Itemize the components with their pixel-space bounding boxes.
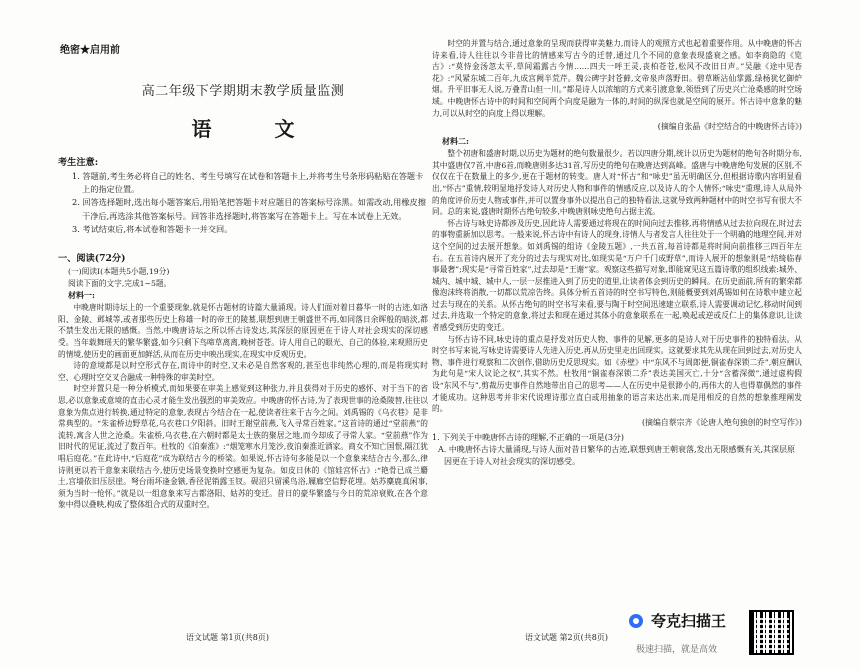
confidential-mark: 绝密★启用前: [60, 45, 120, 56]
notice-item: 3. 考试结束后,将本试卷和答题卡一并交回。: [72, 223, 233, 234]
notice-item: 2. 回答选择题时,选出每小题答案后,用铅笔把答题卡对应题目的答案标号涂黑。如需改动,用橡皮擦干净后,再选涂其他答案标号。回答非选择题时,将答案写在答题卡上。写在本试卷上无效。: [72, 197, 426, 221]
watermark-title: 夸克扫描王: [651, 612, 727, 630]
paragraph: 诗的意境都是以时空形式存在,而诗中的时空,又未必是自然客观的,甚至也非纯然心理的,而是将现实时空、心理时空交叉合融成一种特殊的审美时空。: [58, 361, 428, 382]
material-1-text: [58, 302, 428, 511]
paragraph: 与怀古诗不同,咏史诗的重点是抒发对历史人物、事件的见解,更多的是诗人对于历史事件的独特看法。从时空书写来说,写咏史诗需要诗人先进入历史,再从历史里走出回现实。这就要求其先从现在回到过去,对历史人物、事件进行观察和二次创作,借助历史反思现实。如《赤壁》中“东风不与周郎便,铜雀春深锁二乔”,朝应酬认为此句是“宋人议论之权”,其实不然。杜牧用“铜雀春深锁二乔”表达美国灭亡,十分“含蓄深微”,通过虚构假设“东风不与”,剪裁历史事件自然地带出自己的思考——人在历史中是很渺小的,再伟大的人也得靠偶然的事件才能成功。这种思考并非宋代说理诗那立直白或用抽象的语言来达出来,而是用相反的自然的想象推理阐发的。: [432, 334, 802, 414]
paragraph: 时空的并置与结合,通过意象的呈现而获得审美魅力,而诗人的观照方式也起着重要作用。从中晚唐的怀古诗来看,诗人往往以今非昔比的情感来写古今的迁替,通过几个不同的意象表现盛衰之感。如李商隐的《览古》:“莫恃金汤忽太平,草间霜露古今情……四夫一呼王灵,丧柏苍苍,松风不改旧日声。”吴融《途中见杏花》:“风紧东城二百年,九成宫阙半荒芹。魏公碑字封苍藓,文帝泉声落野田。碧草断沾仙掌露,绿杨犹忆御炉烟。升平旧事无人说,万叠青山但一川。”都是诗人以浓缩的方式来引渡意象,领悟到了历史兴亡沧桑感的时空场域。中晚唐怀古诗中的时间和空间两个向度是融为一体的,时间的纵深也就是空间的展开。怀古诗中意象的魅力,可以从时空的向度上得以理解。: [432, 39, 802, 118]
subject-title: 语 文: [191, 117, 323, 141]
page-footer: 语文试题 第1页(共8页): [186, 633, 269, 642]
subsection-heading: (一)阅读Ⅰ(本题共5小题,19分): [68, 267, 170, 277]
scanner-watermark: [629, 610, 829, 660]
material-1-label: 材料一:: [68, 290, 95, 301]
exam-title: 高二年级下学期期末教学质量监测: [141, 84, 345, 99]
paragraph: 怀古诗与咏史诗都涉及历史,因此诗人需要通过将现在的时间向过去推移,再将情感从过去拉向现在,时过去的事物重新加以思考。一般来说,怀古诗中有诗人的现身,诗情人与者发言人往往处于一个明确的地理空间,并对这个空间的过去展开想象。如刘禹锡的组诗《金陵五题》,一共五首,每首诗都是将时间向前推移三四百年左右。在五首诗内展开了充分的过去与现实对比,如现实是“万户千门成野草”,而诗人展开的想象则是“结绮临春事最奢”;现实是“寻常百姓家”,过去却是“王谢”家。观察这些描写对象,即能窥见这五篇诗歌的组织线索:城外、城内、城中城、城中人,一层一层推进入到了历史的道里,让读者体会到历史的瞬间。在历史面前,所有的繁荣都像泡沫终将消散,一切都以荒凉告终。具体分析五首诗的时空书写特色,则能概要到刘禹锡如何在诗歌中建立起过去与现在的关系。从怀古绝句的时空书写来看,要与陶于时空间迅速建立联系,诗人需要调动记忆,移动时间到过去,并选取一个特定的意象,将过去和现在通过其体小的意象联系在一起,唤起或逆或反仁上的集体意识,让读者感受到历史的变迁。: [432, 218, 802, 333]
source-citation: (摘编自蔡宗齐《论唐人绝句独创的时空写作》): [641, 417, 802, 427]
section-heading: 一、阅读(72分): [58, 253, 126, 265]
question-stem: 1. 下列关于中晚唐怀古诗的理解,不正确的一项是(3分): [432, 432, 625, 442]
notice-heading: 考生注意:: [58, 157, 99, 168]
paragraph: 时空并置只是一种分析模式,而如果要在审美上感觉到这种张力,并且获得对于历史的感怀、对于当下的省思,必以意象或意境的直击心灵才能生发出强烈的审美效应。中晚唐的怀古诗,为了表现世事的沧桑陵替,往往以意象为焦点进行转换,通过特定的意象,表现古今结合在一起,使读者往来于古今之间。刘禹锡的《乌衣巷》是非常典型的。“朱雀桥边野草花,乌衣巷口夕阳斜。旧时王谢堂前燕,飞入寻常百姓家。”这首诗的通过“堂前燕”的流转,寓含人世之沧桑。朱雀桥,乌衣巷,在六朝时都是太士族的聚居之地,而今却成了寻常人家。“堂前燕”作为旧时代的见证,流过了数百年。杜牧的《泊秦淮》:“烟笼寒水月笼沙,夜泊秦淮近酒家。商女不知亡国恨,隔江犹唱后庭花。”在此诗中,“后庭花”成为联结古今的桥梁。如果说,怀古诗句多能是以一个意象来结合古今,那么,律诗则更以若干意象来联结古今,使历史场景变换时空感更为复杂。如皮日休的《馆娃宫怀古》:“艳骨已成兰麝土,宫墙依旧压层崖。弩台雨坏逢金镞,香径泥销露玉钗。砚沼只留溪鸟浴,屧廊空信野花埋。姑苏麋鹿真闲事,须为当时一怆怀。”就是以一组意象来写古都洛阳、姑苏的变迁。昔日的豪华繁盛与今日的荒凉衰败,在各个意象中得以叠映,构成了整体组合式的双重时空。: [58, 384, 428, 510]
instruction: 阅读下面的文字,完成1~5题。: [68, 278, 172, 288]
notice-item: 1. 答题前,考生务必将自己的姓名、考生号填写在试卷和答题卡上,并将考生号条形码粘贴在答题卡上的指定位置。: [72, 171, 424, 195]
scanner-logo-icon: [629, 614, 643, 628]
source-citation: (摘编自张晶《时空结合的中晚唐怀古诗》): [657, 122, 802, 132]
material-2-label: 材料二:: [442, 136, 469, 147]
page-2: [432, 0, 802, 670]
paragraph: 整个初唐和盛唐时期,以历史为题材的绝句数量很少。若以四唐分期,统计以历史为题材的绝句各时期分布,其中盛唐仅7首,中唐6首,而晚唐则多达31首,写历史的绝句在晚唐达到高峰。盛唐与中晚唐绝句发展的区别,不仅仅在于在数量上的多少,更在于题材的转变。唐人对“怀古”和“咏史”虽无明确区分,但根据诗歌内容明显看出,“怀古”重情,较明显地抒发诗人对历史人物和事件的情感反应,以及诗人的个人情怀;“咏史”重理,诗人从局外的角度评价历史人物或事件,并可以置身事外以提出自己的独特看法,这就导致两种题材中的时空书写有很大不同。总的来说,盛唐时期怀古绝句较多,中晚唐则咏史绝句占据主流。: [432, 149, 802, 217]
material-2-text: [432, 148, 802, 415]
qr-code-icon: [749, 610, 794, 655]
notice-list: [58, 170, 428, 236]
question-1: [432, 432, 802, 468]
option-a: A. 中晚唐怀古诗大量涌现,与诗人面对昔日繁华的古迹,联想到唐王朝衰落,发出无限感慨有关,其深层原因更在于诗人对社会现实的深切感受。: [438, 444, 796, 466]
watermark-subtitle: 极速扫描，就是高效: [636, 645, 718, 655]
paragraph: 中晚唐时期诗坛上的一个重要现象,就是怀古题材的诗篇大量涌现。诗人们面对着日暮华一时的古迹,如洛阳、金陵、邺城等,或者那些历史上称雄一时的帝王的陵墓,联想到唐王朝盛世不再,如同落日余晖般的暗淡,都不禁生发出无限的感慨。当然,中晚唐诗坛之所以怀古诗发达,其深层的原因更在于诗人对社会现实的深切感受。当年载舞瑶天的繁华繁盛,如今只剩下鸟啼草离离,晚树苍苍。诗人用自己的眼光、自己的体验,来观照历史的情境,使历史的画面更加鲜活,从而在历史中映出现实,在现实中反观历史。: [58, 303, 428, 359]
page-footer: 语文试题 第2页(共8页): [525, 633, 608, 642]
page-1: [58, 0, 428, 670]
material-1-continued: [432, 38, 802, 119]
